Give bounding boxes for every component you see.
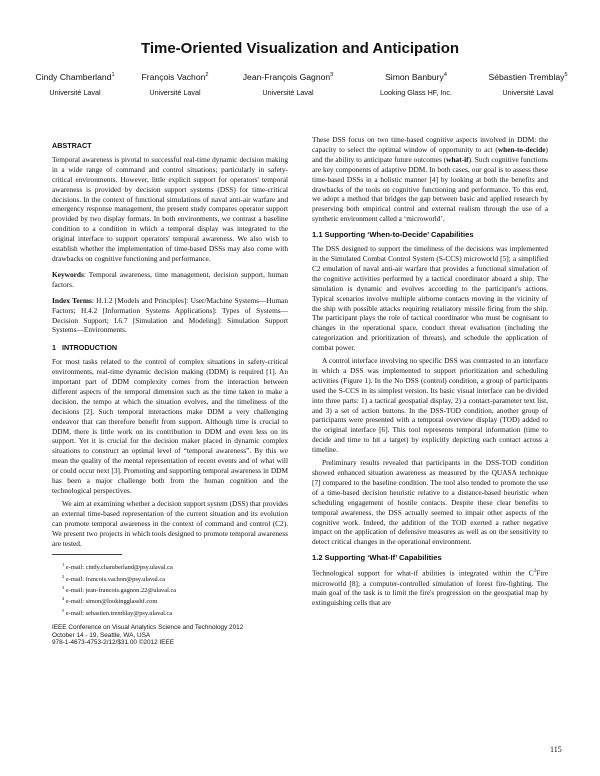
author-affiliation: Université Laval xyxy=(149,88,201,97)
left-column xyxy=(52,135,288,647)
section-1-1-heading: 1.1 Supporting ‘When-to-Decide’ Capabilities xyxy=(312,230,474,240)
right-intro-paragraph xyxy=(312,135,548,224)
paper-title: Time-Oriented Visualization and Anticipation xyxy=(140,40,460,57)
intro-number: 1 xyxy=(52,343,56,353)
conference-name: IEEE Conference on Visual Analytics Science and Technology 2012 xyxy=(52,624,244,632)
author-name: Simon Banbury xyxy=(385,72,444,82)
text-span: ) and the ability to anticipate future outcomes ( xyxy=(312,144,548,164)
footnote-5 xyxy=(62,607,288,618)
author-name: François Vachon xyxy=(141,72,206,82)
conference-dates: October 14 - 19, Seattle, WA, USA xyxy=(52,631,151,639)
footnote-2 xyxy=(62,573,288,584)
intro-heading-first: I xyxy=(62,343,64,353)
abstract-heading-rest: BSTRACT xyxy=(57,141,92,150)
term-what-if: what-if xyxy=(446,154,469,164)
footnote-3 xyxy=(62,584,288,595)
conference-info xyxy=(52,624,288,647)
footnote-email[interactable]: e-mail: jean-francois.gagnon.22@ulaval.ca xyxy=(65,587,177,595)
abstract-heading xyxy=(52,141,288,151)
footnote-marker: 5 xyxy=(62,607,65,613)
keywords xyxy=(52,270,288,290)
text-span: ). Such cognitive functions are key components of adaptive DDM. In both cases, our goal is to assess these time-based DSSs in a holistic manner [4] by looking at both the benefits and drawbacks of the tools on cognitive functioning and performance. To this end, we adopt a method that bridges the gap between basic and applied research by preserving both empirical control and external realism through the use of a synthetic environment called a ‘microworld’. xyxy=(312,154,548,224)
footnote-marker: 1 xyxy=(62,562,65,568)
author-4 xyxy=(360,72,472,97)
term-when-to-decide: when-to-decide xyxy=(497,144,546,154)
author-sup: 4 xyxy=(443,72,447,79)
section-1-2-paragraph-1 xyxy=(312,567,548,608)
footnote-email[interactable]: e-mail: cindy.chamberland@psy.ulaval.ca xyxy=(65,564,173,572)
author-name: Cindy Chamberland xyxy=(35,72,112,82)
intro-heading xyxy=(52,343,288,353)
section-1-1-paragraph-2: A control interface involving no specific DSS was contrasted to an interface in which a DSS was implemented to support prioritization and scheduling activities (Figure 1). In the No DSS (control) condition, a group of participants used the S-CCS in its simplest version. Its basic visual interface can be divided into three parts: 1) a tactical geospatial display, 2) a contact-parameter text list, and 3) a set of action buttons. In the DSS-TOD condition, another group of participants were presented with a temporal overview display (TOD) added to the original interface [6]. This tool represents temporal information (time to decide and time to hit a target) by explicitly depicting each contact across a timeline. xyxy=(312,356,548,455)
intro-heading-rest: NTRODUCTION xyxy=(64,343,118,353)
author-affiliation: Université Laval xyxy=(262,88,314,97)
section-1-1-paragraph-3: Preliminary results revealed that participants in the DSS-TOD condition showed enhanced situation awareness as measured by the QUASA technique [7] compared to the baseline condition. The tool also tended to promote the use of a time-based decision heuristic relative to a distance-based heuristic when scheduling engagement of hostile contacts. Despite these clear benefits to temporal awareness, the DSS actually seemed to impair other aspects of the cognitive work. Indeed, the addition of the TOD exerted a rather negative impact on the application of defensive measures as well as on the sensitivity to detect critical changes in the operational environment. xyxy=(312,458,548,547)
footnote-email[interactable]: e-mail: sebastien.tremblay@psy.ulaval.ca xyxy=(65,609,173,617)
text-span: These DSS focus on two time-based cognitive aspects involved in DDM: the capacity to select the optimal window of opportunity to act ( xyxy=(312,135,548,154)
footnote-1 xyxy=(62,561,288,572)
author-3 xyxy=(226,72,350,97)
author-sup: 2 xyxy=(205,72,209,79)
conference-isbn: 978-1-4673-4753-2/12/$31.00 ©2012 IEEE xyxy=(52,639,174,647)
intro-paragraph-1: For most tasks related to the control of complex situations in safety-critical environments, real-time dynamic decision making (DDM) is required [1]. An important part of DDM complexity comes from the interaction between different aspects of the temporal dimension such as the time taken to make a decision, the tempo at which the situation evolves, and the timeliness of the decisions [2]. Such temporal interactions make DDM a very challenging endeavor that can therefore benefit from support. Although time is crucial to DDM, there is little work on its contribution to DDM and even less on its support. Yet it is crucial for the decision maker placed in dynamic complex situations to construct an optimal level of “temporal awareness”. By this we mean the quality of the mental representation of recent events and of what will or could occur next [3]. Promoting and supporting temporal awareness in DDM has been a major challenge both from the human cognition and the technological perspectives. xyxy=(52,357,288,495)
superscript: 3 xyxy=(533,569,537,575)
author-1 xyxy=(30,72,120,97)
text-span: Fire microworld [8]; a computer-controlled simulation of forest fire-fighting. The main goal of the task is to limit the fire's progression on the geospatial map by extinguishing cells that are xyxy=(312,568,548,608)
footnote-marker: 3 xyxy=(62,585,65,591)
footnote-email[interactable]: e-mail: simon@lookingglasshf.com xyxy=(65,598,158,606)
text-span: Technological support for what-if abilities is integrated within the C xyxy=(312,568,534,578)
abstract-text: Temporal awareness is pivotal to successful real-time dynamic decision making in a wide range of command and control situations; particularly in safety-critical environments. However, little explicit support for operators' temporal awareness is provided by decision support systems (DSS) for time-critical decisions. In the context of functional simulations of naval anti-air warfare and emergency response management, the present study compares operator support provided by two display formats. In both environments, we contrast a baseline condition to a condition in which a temporal display was integrated to the original interface to support operators' temporal awareness. We also wish to establish whether the implementation of time-based DSSs may also come with drawbacks on cognitive functioning and performance. xyxy=(52,154,288,263)
page-number: 115 xyxy=(550,745,562,754)
intro-paragraph-2: We aim at examining whether a decision support system (DSS) that provides an external time-based representation of the current situation and its evolution can promote temporal awareness in the context of command and control (C2). We present two projects in which tools designed to promote temporal awareness are tested. xyxy=(52,498,288,548)
keywords-label: Keywords xyxy=(52,269,84,279)
index-terms-text: : H.1.2 [Models and Principles]: User/Machine Systems—Human Factors; H.4.2 [Information Systems Applications]: Types of Systems—Decision Support; I.6.7 [Simulation and Modeling]: Simulation Support Systems—Environments. xyxy=(52,295,288,335)
author-name: Sébastien Tremblay xyxy=(488,72,565,82)
index-terms-label: Index Terms xyxy=(52,295,92,305)
section-1-2-heading: 1.2 Supporting ‘What-If’ Capabilities xyxy=(312,553,442,563)
keywords-text: : Temporal awareness, time management, decision support, human factors. xyxy=(52,269,288,289)
footnote-4 xyxy=(62,595,288,606)
author-2 xyxy=(130,72,220,97)
author-sup: 5 xyxy=(564,72,568,79)
abstract-heading-first: A xyxy=(52,141,58,150)
author-5 xyxy=(478,72,578,97)
author-affiliation: Université Laval xyxy=(49,88,101,97)
footnote-rule xyxy=(52,554,122,555)
author-affiliation: Université Laval xyxy=(502,88,554,97)
section-1-1-paragraph-1: The DSS designed to support the timeliness of the decisions was implemented in the Simulated Combat Control System (S-CCS) microworld [5]; a simplified C2 emulation of naval anti-air warfare that provides a functional simulation of the cognitive activities performed by a tactical coordinator aboard a ship. The simulation is dynamic and evolves according to the participant's actions. Typical scenarios involve multiple airborne contacts moving in the vicinity of the ship with possible attacks requiring retaliatory missile firing from the ship. The participant plays the role of tactical coordinator who must be cognisant to changes in the operational space, conduct threat evaluation (including the categorization and prioritization of threats), and schedule the application of combat power. xyxy=(312,244,548,353)
author-name: Jean-François Gagnon xyxy=(242,72,331,82)
index-terms xyxy=(52,296,288,336)
footnote-marker: 4 xyxy=(62,596,65,602)
author-sup: 3 xyxy=(330,72,334,79)
right-column xyxy=(312,135,548,611)
footnote-email[interactable]: e-mail: francois.vachon@psy.ulaval.ca xyxy=(65,575,166,583)
author-affiliation: Looking Glass HF, Inc. xyxy=(380,88,452,97)
footnote-marker: 2 xyxy=(62,573,65,579)
author-sup: 1 xyxy=(111,72,115,79)
footnotes xyxy=(52,561,288,618)
